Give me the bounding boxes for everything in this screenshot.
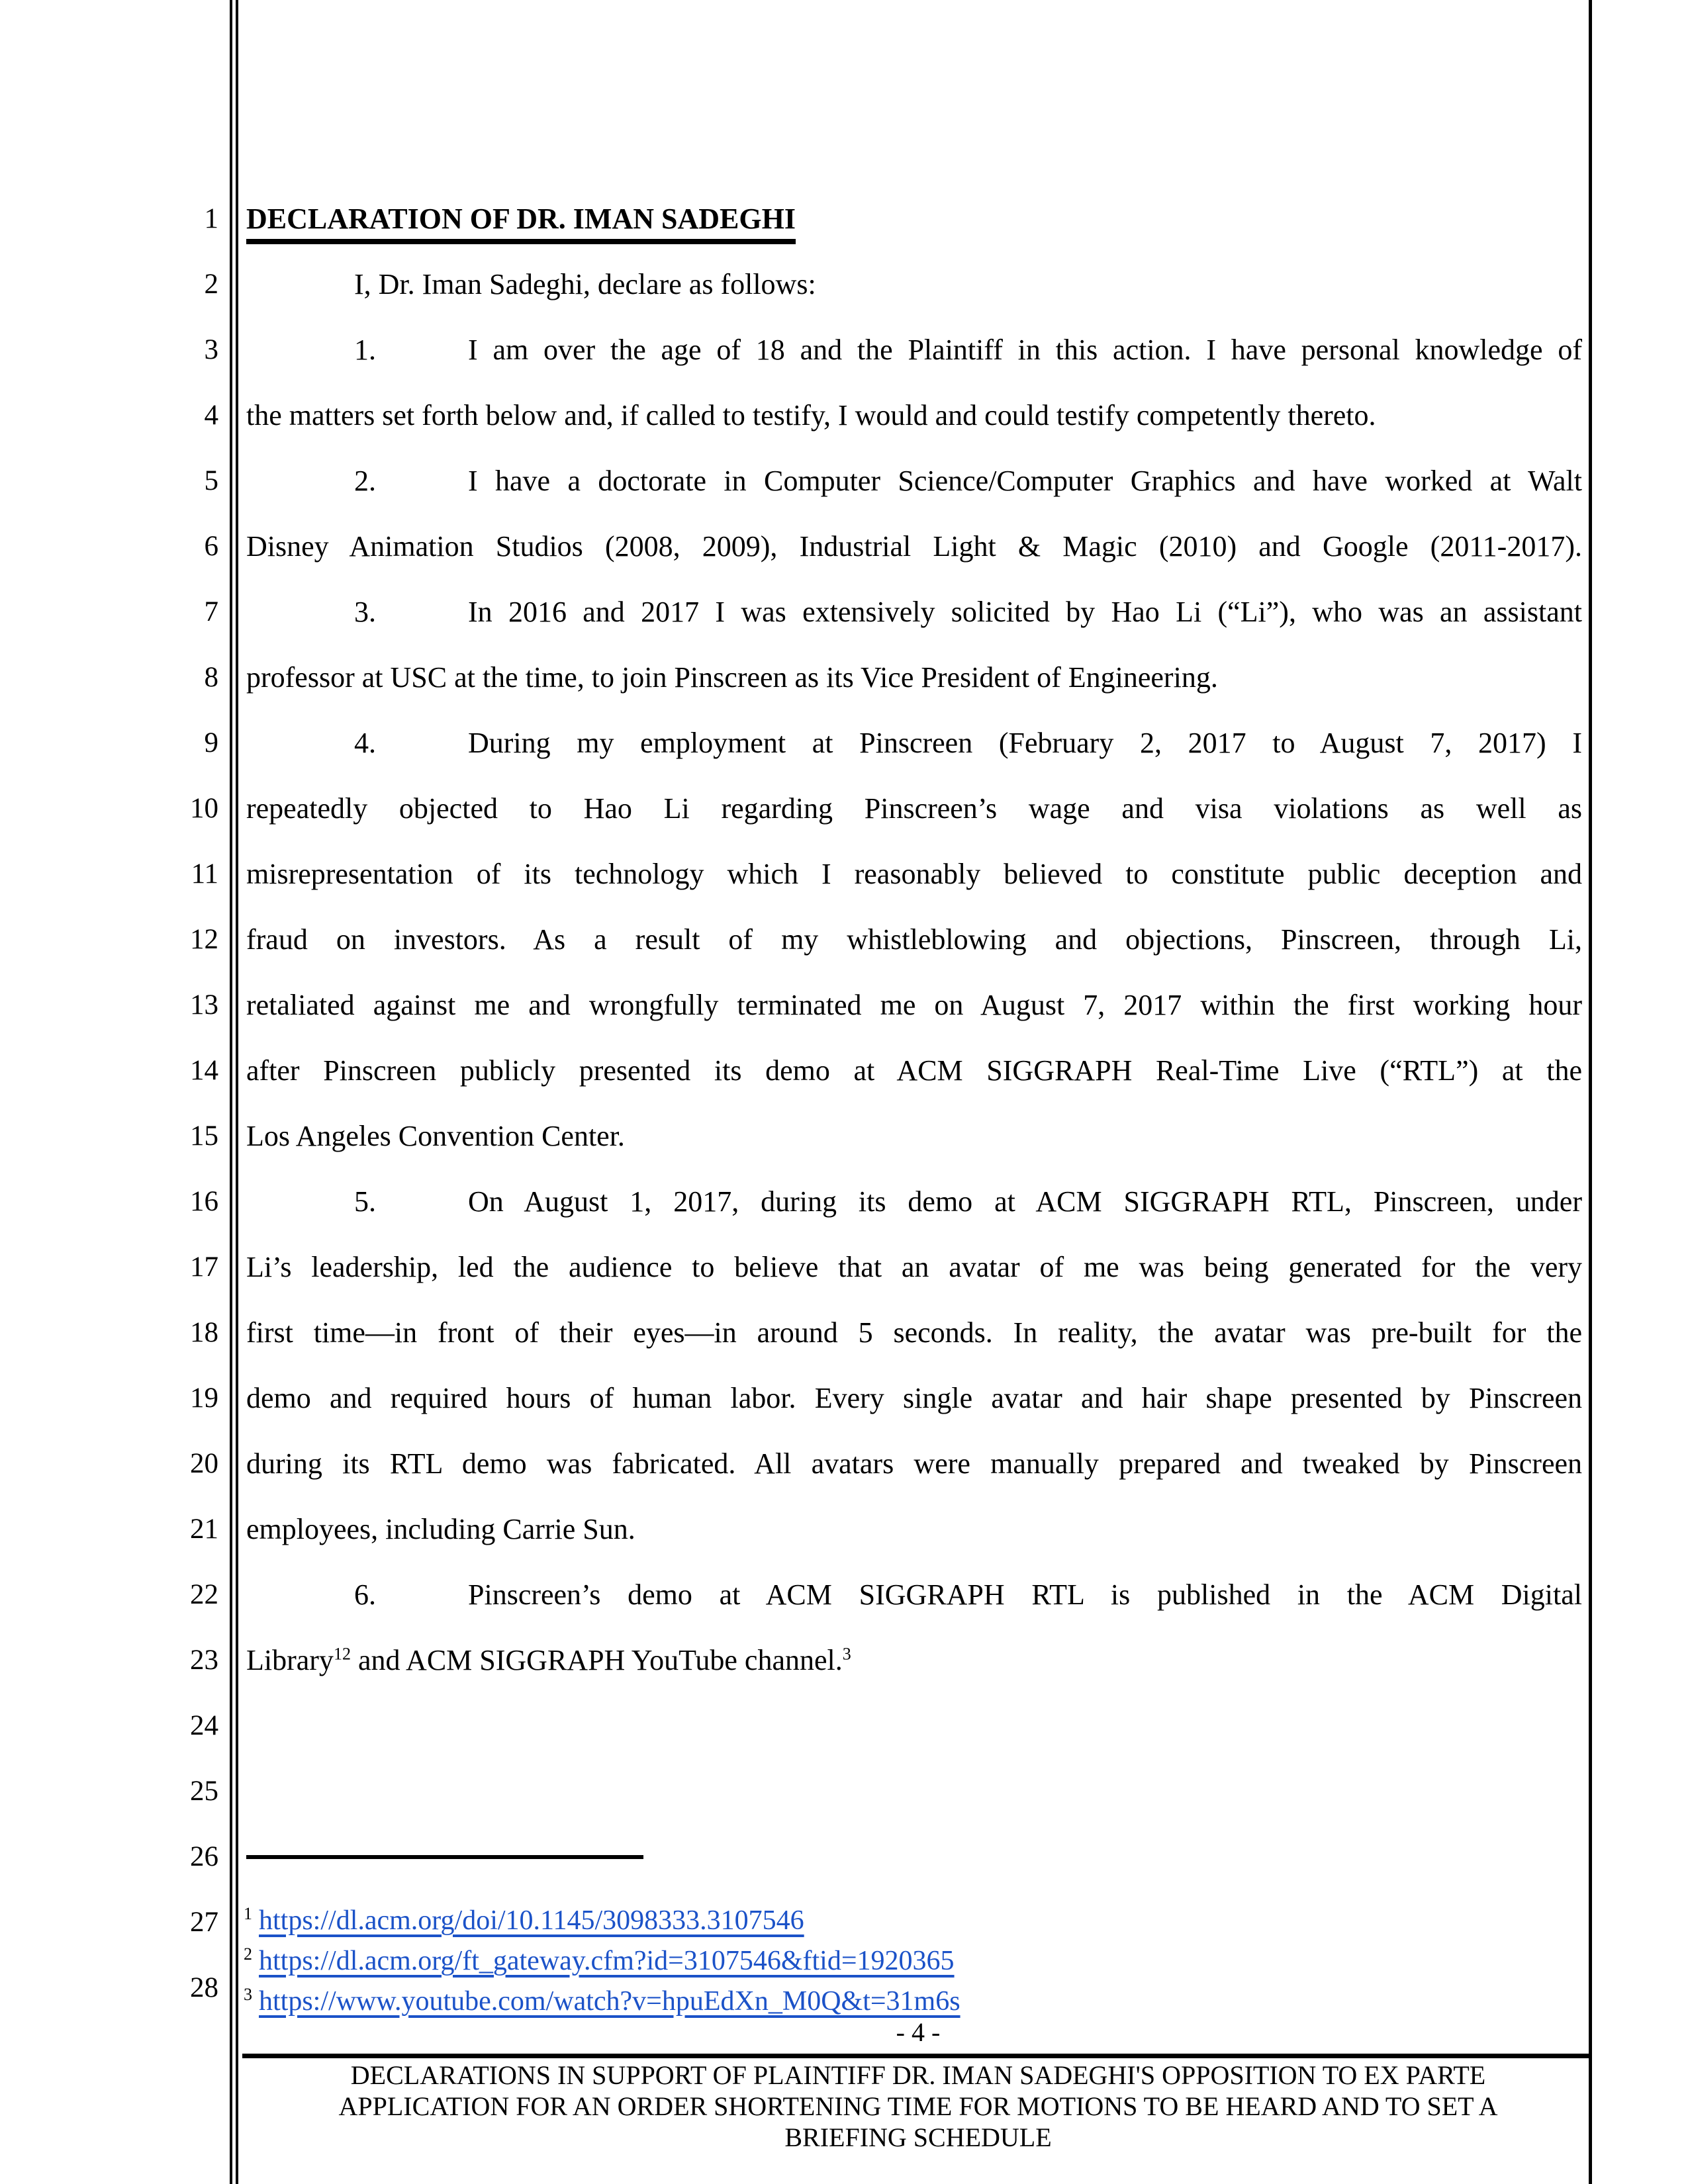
- line-number: 16: [190, 1186, 218, 1217]
- page-number: - 4 -: [896, 2017, 941, 2047]
- body-line: [246, 776, 1582, 841]
- line-number: 21: [190, 1514, 218, 1545]
- line-number: 12: [190, 924, 218, 955]
- footnote-link[interactable]: https://www.youtube.com/watch?v=hpuEdXn_M0Q&t=31m6s: [259, 1986, 961, 2017]
- body-text-run: first time—in front of their eyes—in around 5 seconds. In reality, the avatar was pre-built for the: [246, 1316, 1582, 1349]
- body-line: [246, 1300, 1582, 1365]
- body-line: [246, 841, 1582, 907]
- line-number: 11: [191, 858, 218, 889]
- line-number: 13: [190, 989, 218, 1021]
- line-number: 26: [190, 1841, 218, 1872]
- paragraph-number: 4.: [354, 727, 376, 759]
- line-number: 18: [190, 1317, 218, 1348]
- body-text-run: Li’s leadership, led the audience to believe that an avatar of me was being generated for the very: [246, 1251, 1582, 1283]
- paragraph-number: 1.: [354, 334, 376, 366]
- line-number: 14: [190, 1055, 218, 1086]
- line-number: 24: [190, 1710, 218, 1741]
- body-text-run: During my employment at Pinscreen (February 2, 2017 to August 7, 2017) I: [468, 727, 1582, 759]
- line-number: 7: [204, 596, 218, 627]
- footnote-reference: 3: [842, 1644, 851, 1664]
- line-number: 15: [190, 1120, 218, 1152]
- body-text-run: misrepresentation of its technology which I reasonably believed to constitute public deception and: [246, 858, 1582, 890]
- body-text-run: retaliated against me and wrongfully terminated me on August 7, 2017 within the first working hour: [246, 989, 1582, 1021]
- body-line: [246, 1038, 1582, 1103]
- body-line: [246, 251, 1582, 317]
- body-line: [246, 972, 1582, 1038]
- body-line: [246, 907, 1582, 972]
- body-text-run: during its RTL demo was fabricated. All avatars were manually prepared and tweaked by Pinscreen: [246, 1447, 1582, 1480]
- body-text-run: I am over the age of 18 and the Plaintiff in this action. I have personal knowledge of: [468, 334, 1582, 366]
- paragraph-number: 6.: [354, 1578, 376, 1611]
- body-line: [246, 317, 1582, 383]
- footnote: [244, 1941, 1581, 1981]
- footer-rule: [242, 2054, 1590, 2058]
- body-text-run: demo and required hours of human labor. Every single avatar and hair shape presented by Pinscreen: [246, 1382, 1582, 1414]
- line-number: 9: [204, 727, 218, 758]
- right-margin-rule: [1589, 0, 1592, 2184]
- document-title: [246, 186, 1582, 251]
- line-number: 2: [204, 269, 218, 300]
- footnote-separator: [246, 1855, 643, 1859]
- body-line: [246, 645, 1582, 710]
- body-line: [246, 1431, 1582, 1496]
- line-number: 23: [190, 1645, 218, 1676]
- body-line: [246, 1627, 1582, 1693]
- line-number: 6: [204, 531, 218, 562]
- footnote-marker: 1: [244, 1904, 252, 1923]
- body-text-run: I have a doctorate in Computer Science/Computer Graphics and have worked at Walt: [468, 465, 1582, 497]
- footnote-marker: 2: [244, 1944, 252, 1964]
- paragraph-number: 5.: [354, 1185, 376, 1218]
- line-number: 19: [190, 1383, 218, 1414]
- line-number: 25: [190, 1776, 218, 1807]
- footnote-reference: 12: [333, 1644, 351, 1664]
- body-line: [246, 1234, 1582, 1300]
- body-line: [246, 383, 1582, 448]
- body-line: [246, 1365, 1582, 1431]
- line-number: 4: [204, 400, 218, 431]
- document-title-text: DECLARATION OF DR. IMAN SADEGHI: [246, 202, 796, 244]
- body-line: [246, 448, 1582, 514]
- line-number: 1: [204, 203, 218, 234]
- footnote-link[interactable]: https://dl.acm.org/ft_gateway.cfm?id=3107546&ftid=1920365: [259, 1946, 955, 1976]
- line-number: 28: [190, 1972, 218, 2003]
- body-text-run: employees, including Carrie Sun.: [246, 1513, 635, 1545]
- body-line: [246, 1496, 1582, 1562]
- body-line: [246, 710, 1582, 776]
- body-text-run: Los Angeles Convention Center.: [246, 1120, 625, 1152]
- footer-title-line: DECLARATIONS IN SUPPORT OF PLAINTIFF DR. IMAN SADEGHI'S OPPOSITION TO EX PARTE: [350, 2060, 1486, 2090]
- line-number: 17: [190, 1251, 218, 1283]
- body-text-run: the matters set forth below and, if called to testify, I would and could testify competently thereto.: [246, 399, 1376, 432]
- line-number: 22: [190, 1579, 218, 1610]
- footnote: [244, 1981, 1581, 2022]
- footnote: [244, 1901, 1581, 1941]
- paragraph-number: 3.: [354, 596, 376, 628]
- line-number: 5: [204, 465, 218, 496]
- footnote-marker: 3: [244, 1985, 252, 2004]
- body-text-run: I, Dr. Iman Sadeghi, declare as follows:: [354, 268, 816, 300]
- body-text-run: after Pinscreen publicly presented its demo at ACM SIGGRAPH Real-Time Live (“RTL”) at the: [246, 1054, 1582, 1087]
- body-text-run: Pinscreen’s demo at ACM SIGGRAPH RTL is published in the ACM Digital: [468, 1578, 1582, 1611]
- body-line: [246, 1103, 1582, 1169]
- left-double-rule: [230, 0, 238, 2184]
- line-number: 10: [190, 793, 218, 824]
- line-number: 3: [204, 334, 218, 365]
- body-line: [246, 579, 1582, 645]
- body-text-run: fraud on investors. As a result of my whistleblowing and objections, Pinscreen, through Li,: [246, 923, 1582, 956]
- body-text-run: Library: [246, 1644, 334, 1676]
- line-number: 20: [190, 1448, 218, 1479]
- body-text-run: On August 1, 2017, during its demo at ACM SIGGRAPH RTL, Pinscreen, under: [468, 1185, 1582, 1218]
- body-text-run: and ACM SIGGRAPH YouTube channel.: [350, 1644, 843, 1676]
- line-number: 27: [190, 1907, 218, 1938]
- body-line: [246, 514, 1582, 579]
- paragraph-number: 2.: [354, 465, 376, 497]
- footer-title-line: BRIEFING SCHEDULE: [784, 2122, 1052, 2152]
- body-text-run: professor at USC at the time, to join Pinscreen as its Vice President of Engineering.: [246, 661, 1218, 694]
- body-text-run: In 2016 and 2017 I was extensively solicited by Hao Li (“Li”), who was an assistant: [468, 596, 1582, 628]
- line-number: 8: [204, 662, 218, 693]
- body-text-run: repeatedly objected to Hao Li regarding Pinscreen’s wage and visa violations as well as: [246, 792, 1582, 825]
- footnote-link[interactable]: https://dl.acm.org/doi/10.1145/3098333.3107546: [259, 1905, 804, 1936]
- body-text-run: Disney Animation Studios (2008, 2009), Industrial Light & Magic (2010) and Google (2011-2017).: [246, 530, 1582, 563]
- body-line: [246, 1562, 1582, 1627]
- footer-title-line: APPLICATION FOR AN ORDER SHORTENING TIME FOR MOTIONS TO BE HEARD AND TO SET A: [338, 2091, 1498, 2121]
- body-line: [246, 1169, 1582, 1234]
